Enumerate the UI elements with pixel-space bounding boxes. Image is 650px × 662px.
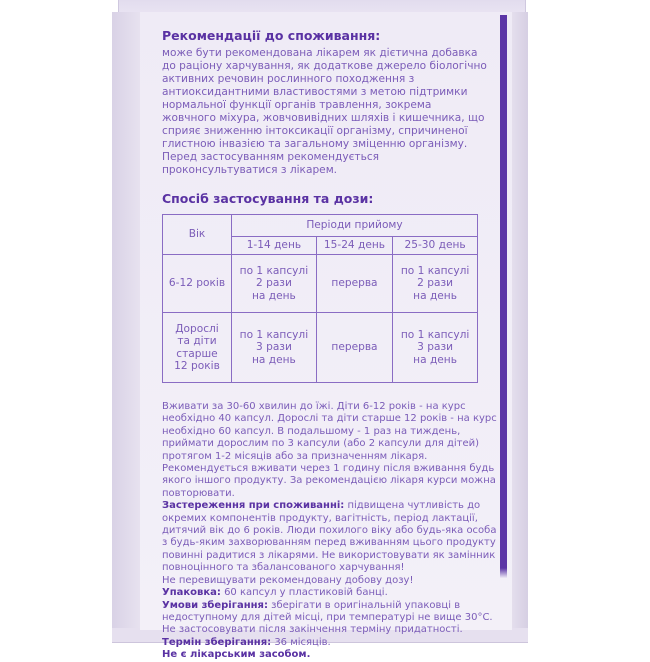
warnings-line: повинні радитися з лікарями. Не використовувати як замінник bbox=[162, 549, 496, 561]
dose-text: по 1 капсулі bbox=[400, 328, 470, 341]
age-text: старше bbox=[176, 347, 218, 360]
accent-strip-fade bbox=[500, 568, 507, 578]
warnings-label: Застереження при споживанні: bbox=[162, 500, 345, 512]
recommendations-line: жовчного міхура, жовчовивідних шляхів і кишечника, що bbox=[162, 112, 485, 124]
periods-header-cell bbox=[232, 215, 478, 237]
recommendations-text bbox=[162, 47, 502, 177]
dose-text: 2 рази bbox=[255, 277, 292, 290]
storage-label: Умови зберігання: bbox=[162, 599, 268, 611]
usage-line: Вживати за 30-60 хвилин до їжі. Діти 6-12 років - на курс bbox=[162, 401, 466, 412]
recommendations-line: Перед застосуванням рекомендується bbox=[162, 151, 380, 163]
usage-line: необхідно 60 капсул. В подальшому - 1 раз на тиждень, bbox=[162, 425, 461, 437]
period-col-header bbox=[232, 237, 317, 255]
warnings-first-text: підвищена чутливість до bbox=[344, 500, 481, 512]
dose-text: на день bbox=[413, 289, 457, 302]
table-row bbox=[163, 255, 478, 313]
recommendations-line: до раціону харчування, як додаткове джерело біологічно bbox=[162, 60, 487, 72]
period-col-label: 1-14 день bbox=[246, 239, 302, 252]
dosage-title: Спосіб застосування та дози: bbox=[162, 191, 374, 206]
period-col-header bbox=[316, 237, 392, 255]
usage-line: Рекомендується вживати через 1 годину після вживання будь bbox=[162, 463, 495, 475]
usage-line: повторювати. bbox=[162, 487, 235, 499]
age-text: 6-12 років bbox=[168, 277, 226, 290]
usage-line: необхідно 40 капсул. Дорослі та діти старше 12 років - на курс bbox=[162, 413, 497, 425]
warnings-line: з будь-яким захворюванням перед вживанням цього продукту bbox=[162, 537, 496, 549]
usage-line: протягом 1-2 місяців або за призначенням лікаря. bbox=[162, 450, 428, 462]
recommendations-line: глистною інвазією та загальному зміценню організму. bbox=[162, 138, 468, 150]
age-text: Дорослі bbox=[175, 322, 219, 335]
dosage-table bbox=[162, 214, 478, 383]
warnings-first-line bbox=[162, 500, 502, 512]
packaging-label: Упаковка: bbox=[162, 587, 221, 599]
dose-text: перерва bbox=[331, 341, 378, 354]
dose-text: по 1 капсулі bbox=[400, 264, 470, 277]
age-header: Вік bbox=[188, 228, 206, 241]
period-col-label: 15-24 день bbox=[323, 239, 386, 252]
recommendations-line: антиоксидантними властивостями з метою підтримки bbox=[162, 86, 468, 98]
warnings-line: Не перевищувати рекомендовану добову дозу! bbox=[162, 574, 414, 586]
dose-text: на день bbox=[252, 353, 296, 366]
period-col-label: 25-30 день bbox=[404, 239, 466, 252]
packaging-text: 60 капсул у пластиковій банці. bbox=[220, 587, 388, 599]
dose-cell bbox=[393, 313, 478, 383]
age-text: 12 років bbox=[174, 360, 220, 372]
dose-text: по 1 капсулі bbox=[239, 264, 309, 277]
storage-line: недоступному для дітей місці, при температурі не вище 30°С. bbox=[162, 611, 493, 623]
recommendations-line: проконсультуватися з лікарем. bbox=[162, 164, 338, 176]
shelf-life-label: Термін зберігання: bbox=[162, 636, 272, 648]
dose-text: 3 рази bbox=[417, 341, 453, 354]
dose-text: по 1 капсулі bbox=[239, 328, 309, 341]
dose-text: перерва bbox=[331, 277, 378, 290]
usage-line: приймати дорослим по 3 капсули (або 2 капсули для дітей) bbox=[162, 438, 480, 450]
dose-cell bbox=[393, 255, 478, 313]
age-header-cell bbox=[163, 215, 232, 255]
periods-header: Періоди прийому bbox=[306, 219, 403, 232]
packaging-line bbox=[162, 587, 502, 599]
table-row bbox=[163, 313, 478, 383]
dose-text: 3 рази bbox=[255, 341, 292, 354]
dose-cell bbox=[232, 313, 317, 383]
shelf-life-line bbox=[162, 637, 502, 649]
label-panel bbox=[140, 12, 512, 661]
recommendations-line: сприяє зниженню інтоксикації організму, спричиненої bbox=[162, 125, 468, 137]
storage-first-line bbox=[162, 600, 502, 612]
recommendations-line: нормальної функції органів травлення, зокрема bbox=[162, 99, 432, 111]
dose-text: на день bbox=[413, 353, 457, 366]
usage-line: якого іншого продукту. За рекомендацією лікаря курси можна bbox=[162, 475, 496, 487]
warnings-line: окремих компонентів продукту, вагітність, період лактації, bbox=[162, 512, 478, 524]
storage-first-text: зберігати в оригінальній упаковці в bbox=[267, 599, 461, 611]
warnings-line: дитячий вік до 6 років. Люди похилого віку або будь-яка особа bbox=[162, 525, 497, 537]
age-cell bbox=[163, 313, 232, 383]
age-text: та діти bbox=[177, 335, 217, 347]
dose-text: на день bbox=[252, 289, 296, 302]
not-medicine-note: Не є лікарським засобом. bbox=[162, 649, 311, 661]
dose-cell bbox=[232, 255, 317, 313]
dose-cell bbox=[316, 313, 392, 383]
shelf-life-text: 36 місяців. bbox=[271, 636, 331, 648]
recommendations-line: активних речовин рослинного походження з bbox=[162, 73, 415, 85]
dose-cell bbox=[316, 255, 392, 313]
period-col-header bbox=[393, 237, 478, 255]
recommendations-title: Рекомендації до споживання: bbox=[162, 28, 381, 43]
accent-strip bbox=[500, 15, 507, 575]
recommendations-line: може бути рекомендована лікарем як дієтична добавка bbox=[162, 47, 478, 59]
usage-instructions bbox=[162, 401, 502, 662]
warnings-line: повноцінного та збалансованого харчування! bbox=[162, 562, 405, 574]
storage-line: Не застосовувати після закінчення терміну придатності. bbox=[162, 624, 463, 636]
dose-text: 2 рази bbox=[417, 277, 453, 290]
age-cell bbox=[163, 255, 232, 313]
